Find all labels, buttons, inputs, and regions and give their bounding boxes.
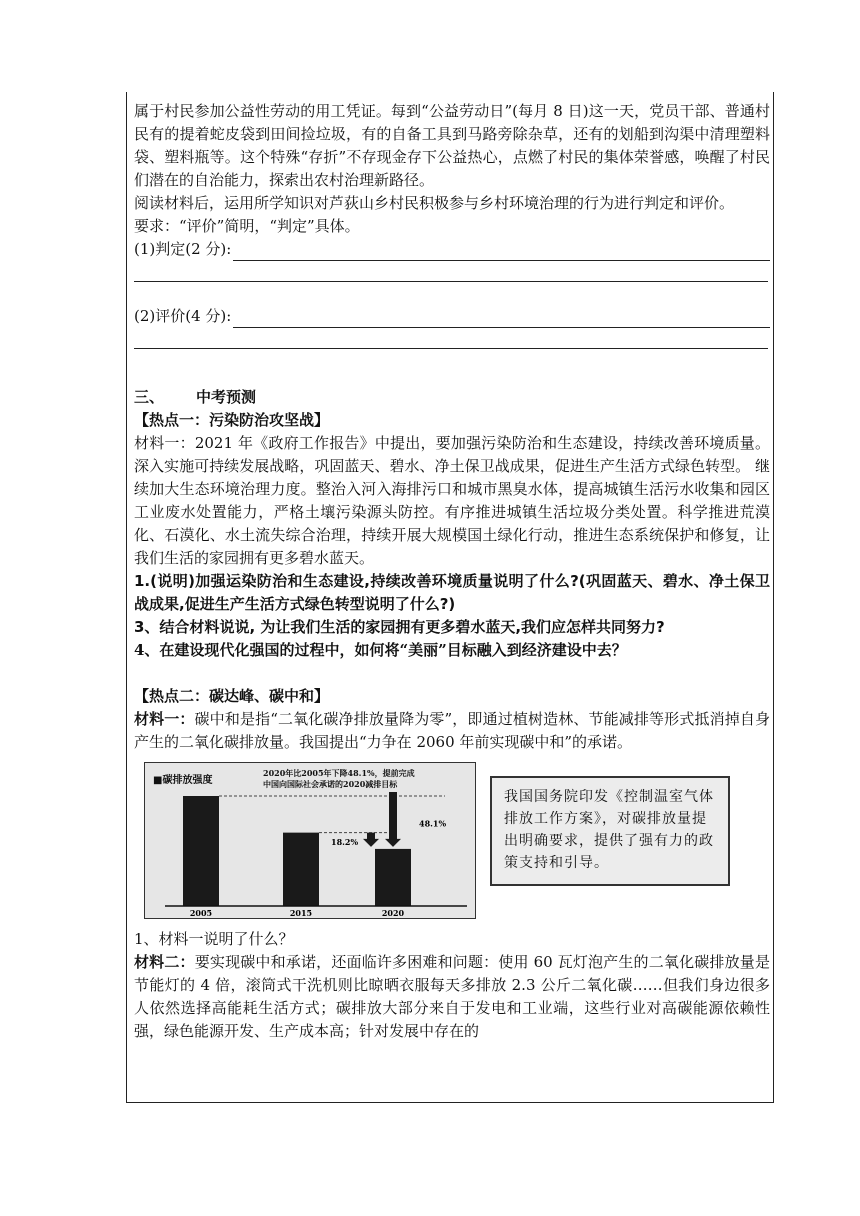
bar-2020: [375, 849, 411, 906]
x-tick-label: 2005: [189, 908, 213, 918]
section-number: 三、: [134, 388, 165, 406]
answer-line[interactable]: [233, 245, 770, 261]
arrow-48-1: [385, 792, 401, 847]
chart-svg: [145, 763, 475, 918]
material-text: 碳中和是指“二氧化碳净排放量降为零”，即通过植树造林、节能减排等形式抵消掉自身产生的二氧化碳排放量。我国提出“力争在 2060 年前实现碳中和”的承诺。: [134, 710, 770, 751]
hotspot1-question-3: 3、结合材料说说, 为让我们生活的家园拥有更多碧水蓝天,我们应怎样共同努力?: [134, 618, 665, 636]
chart-annotation-line2: 中国向国际社会承诺的2020减排目标: [263, 779, 398, 789]
intro-requirement: 要求：“评价”简明，“判定”具体。: [134, 217, 360, 235]
answer-row-q1: [134, 238, 770, 261]
section-heading: [134, 386, 770, 409]
section-title: 中考预测: [196, 388, 257, 406]
figure: [134, 762, 770, 922]
document-body: [134, 100, 770, 1043]
x-tick-label: 2015: [289, 908, 313, 918]
bar-2005: [183, 796, 219, 906]
hotspot1-heading: 【热点一：污染防治攻坚战】: [134, 411, 330, 429]
x-tick-label: 2020: [381, 908, 405, 918]
intro-instruction: 阅读材料后，运用所学知识对芦荻山乡村民积极参与乡村环境治理的行为进行判定和评价。: [134, 194, 735, 212]
arrow-18-2: [363, 833, 379, 847]
material-label: 材料一：: [134, 710, 195, 728]
hotspot1-question-1: 1.(说明)加强运染防治和生态建设,持续改善环境质量说明了什么?(巩固蓝天、碧水、净土保卫战成果,促进生产生活方式绿色转型说明了什么?): [134, 572, 770, 613]
hotspot2-question-1: 1、材料一说明了什么？: [134, 930, 294, 948]
hotspot1-material: 材料一：2021 年《政府工作报告》中提出，要加强污染防治和生态建设，持续改善环境质量。深入实施可持续发展战略，巩固蓝天、碧水、净土保卫战成果，促进生产生活方式绿色转型。 继续加大生态环境治理力度。整治入河入海排污口和城市黑臭水体，提高城镇生活污水收集和园区工业废水处置能力，严格土壤污染源头防控。有序推进城镇生活垃圾分类处置。科学推进荒漠化、石漠化、水土流失综合治理，持续开展大规模国土绿化行动，推进生态系统保护和修复，让我们生活的家园拥有更多碧水蓝天。: [134, 434, 770, 567]
chart-legend: ■碳排放强度: [153, 775, 213, 786]
data-label: 48.1%: [419, 818, 447, 829]
emission-chart: [144, 762, 476, 919]
bar-2015: [283, 833, 319, 906]
answer-line[interactable]: [233, 312, 770, 328]
intro-paragraph: 属于村民参加公益性劳动的用工凭证。每到“公益劳动日”(每月 8 日)这一天，党员干部、普通村民有的提着蛇皮袋到田间捡垃圾，有的自备工具到马路旁除杂草，还有的划船到沟渠中清理塑料袋、塑料瓶等。这个特殊“存折”不存现金存下公益热心，点燃了村民的集体荣誉感，唤醒了村民们潜在的自治能力，探索出农村治理新路径。: [134, 102, 770, 189]
policy-text-box: 我国国务院印发《控制温室气体排放工作方案》，对碳排放量提出明确要求，提供了强有力的政策支持和引导。: [490, 776, 730, 886]
q2-label: (2)评价(4 分):: [134, 307, 232, 325]
data-label: 18.2%: [331, 836, 359, 847]
hotspot2-heading: 【热点二：碳达峰、碳中和】: [134, 687, 330, 705]
chart-annotation-line1: 2020年比2005年下降48.1%，提前完成: [263, 768, 415, 778]
answer-line[interactable]: [134, 261, 768, 282]
material2-label: 材料二：: [134, 953, 195, 971]
material2-text: 要实现碳中和承诺，还面临许多困难和问题：使用 60 瓦灯泡产生的二氧化碳排放量是节能灯的 4 倍，滚筒式干洗机则比晾晒衣服每天多排放 2.3 公斤二氧化碳……但我们身边很多人依然选择高能耗生活方式；碳排放大部分来自于发电和工业端，这些行业对高碳能源依赖性强，绿色能源开发、生产成本高；针对发展中存在的: [134, 953, 770, 1040]
q1-label: (1)判定(2 分):: [134, 240, 232, 258]
answer-row-q2: [134, 305, 770, 328]
hotspot1-question-4: 4、在建设现代化强国的过程中，如何将“美丽”目标融入到经济建设中去？: [134, 641, 627, 659]
answer-line[interactable]: [134, 328, 768, 349]
hotspot2-material: [134, 708, 770, 754]
hotspot2-material2: [134, 951, 770, 1043]
